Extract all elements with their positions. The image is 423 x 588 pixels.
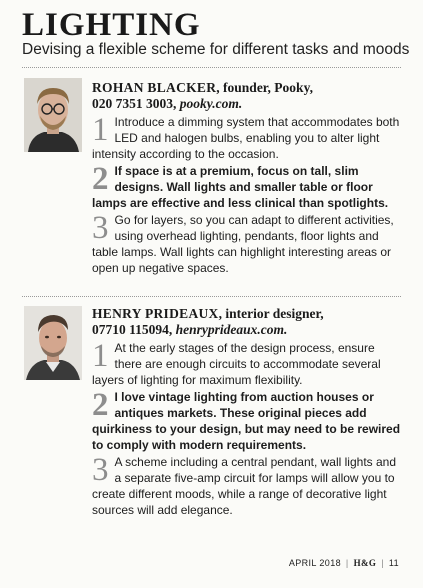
page-title: LIGHTING: [22, 7, 201, 43]
tip-item: [92, 163, 404, 211]
tips-list-2: [92, 340, 404, 519]
tips-list-1: [92, 114, 404, 277]
magazine-brand: H&G: [353, 558, 377, 568]
expert-name: HENRY PRIDEAUX: [92, 306, 219, 321]
expert-credit-1: [92, 80, 402, 112]
portrait-henry-prideaux: [24, 306, 82, 380]
tip-number: 1: [92, 112, 109, 148]
tip-text: A scheme including a central pendant, wall lights and a separate five-amp circuit for lamps will allow you to create different moods, while a range of decorative light sources will add elegance.: [92, 455, 397, 517]
tip-item: [92, 212, 404, 276]
tip-text: Go for layers, so you can adapt to different activities, using overhead lighting, pendants, floor lights and table lamps. Wall lights can highlight interesting areas or open up negative spaces.: [92, 213, 394, 275]
tip-number: 3: [92, 452, 109, 488]
expert-role: , founder, Pooky,: [216, 80, 313, 95]
page-subtitle: Devising a flexible scheme for different tasks and moods: [22, 41, 410, 58]
tip-text: Introduce a dimming system that accommodates both LED and halogen bulbs, enabling you to alter light intensity according to the occasion.: [92, 115, 400, 161]
expert-phone: 020 7351 3003,: [92, 96, 180, 111]
divider-middle: [22, 296, 401, 297]
expert-website: henryprideaux.com.: [175, 322, 288, 337]
footer-separator: |: [381, 558, 384, 568]
expert-phone: 07710 115094,: [92, 322, 176, 337]
tip-number: 1: [92, 338, 109, 374]
expert-role: , interior designer,: [218, 306, 324, 321]
page-number: 11: [388, 558, 399, 568]
tip-number: 3: [92, 210, 109, 246]
issue-date: APRIL 2018: [288, 558, 342, 568]
tip-text: If space is at a premium, focus on tall, slim designs. Wall lights and smaller table or floor lamps are effective and less clinical than spotlights.: [92, 164, 389, 210]
tip-item: [92, 389, 404, 453]
footer-separator: |: [345, 558, 349, 568]
tip-number: 2: [92, 387, 109, 423]
tip-item: [92, 114, 404, 162]
expert-credit-2: [92, 306, 402, 338]
tip-text: I love vintage lighting from auction houses or antiques markets. These original pieces add quirkiness to your design, but may need to be rewired to comply with modern requirements.: [92, 390, 401, 452]
tip-item: [92, 340, 404, 388]
tip-number: 2: [92, 161, 109, 197]
tip-item: [92, 454, 404, 518]
page-footer: [289, 558, 399, 568]
expert-name: ROHAN BLACKER: [92, 80, 217, 95]
portrait-rohan-blacker: [24, 78, 82, 152]
expert-website: pooky.com.: [179, 96, 243, 111]
tip-text: At the early stages of the design process, ensure there are enough circuits to accommodate several layers of lighting for maximum flexibility.: [92, 341, 381, 387]
divider-top: [22, 67, 401, 68]
